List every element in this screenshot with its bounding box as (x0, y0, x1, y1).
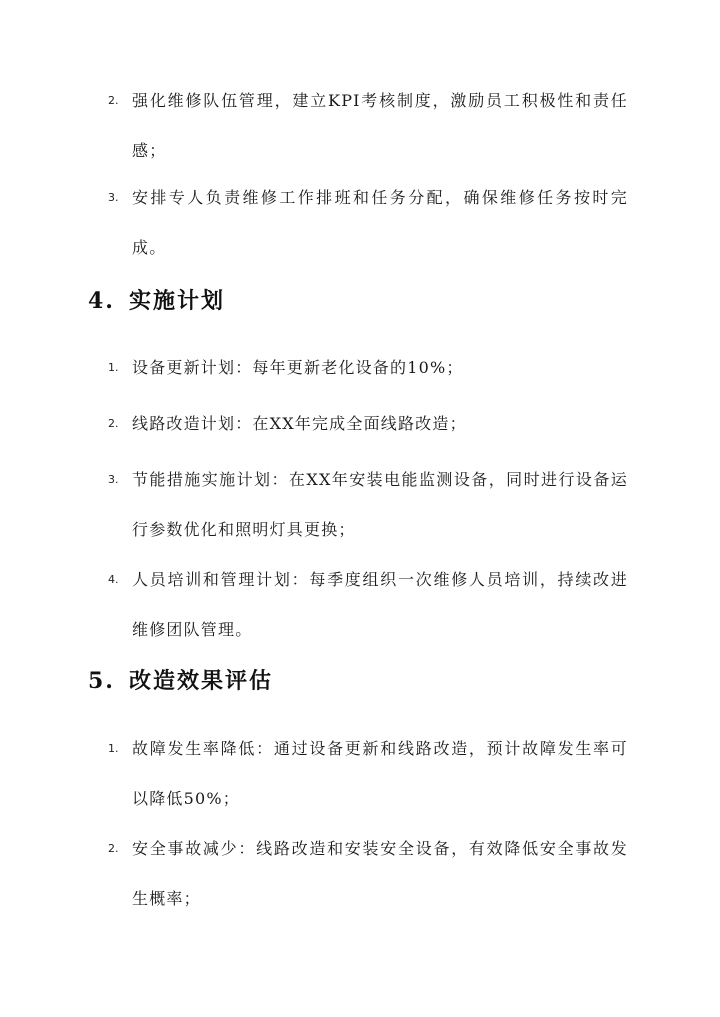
list-item-number: 1. (108, 742, 119, 755)
section-title: 改造效果评估 (128, 668, 273, 694)
list-item-text: 安排专人负责维修工作排班和任务分配，确保维修任务按时完成。 (132, 188, 628, 257)
list-item-number: 2. (108, 842, 119, 855)
list-item-number: 3. (108, 191, 119, 204)
section-heading (88, 666, 628, 696)
list-item-text: 人员培训和管理计划：每季度组织一次维修人员培训，持续改进维修团队管理。 (132, 570, 628, 639)
list-item-number: 3. (108, 473, 119, 486)
section-number: 4. (88, 288, 115, 314)
list-item-text: 故障发生率降低：通过设备更新和线路改造，预计故障发生率可以降低50%； (132, 739, 628, 808)
list-item-number: 2. (108, 94, 119, 107)
list-item-text: 节能措施实施计划：在XX年安装电能监测设备，同时进行设备运行参数优化和照明灯具更换； (132, 470, 628, 539)
list-item-text: 安全事故减少：线路改造和安装安全设备，有效降低安全事故发生概率； (132, 839, 628, 908)
list-item-text: 线路改造计划：在XX年完成全面线路改造； (132, 414, 467, 433)
list-item-text: 强化维修队伍管理，建立KPI考核制度，激励员工积极性和责任感； (132, 91, 628, 160)
list-item-number: 4. (108, 573, 119, 586)
list-item-text: 设备更新计划：每年更新老化设备的10%； (132, 358, 464, 377)
list-item-number: 1. (108, 361, 119, 374)
list-item-number: 2. (108, 417, 119, 430)
section-title: 实施计划 (128, 288, 225, 314)
section-heading (88, 286, 628, 316)
section-number: 5. (88, 668, 115, 694)
